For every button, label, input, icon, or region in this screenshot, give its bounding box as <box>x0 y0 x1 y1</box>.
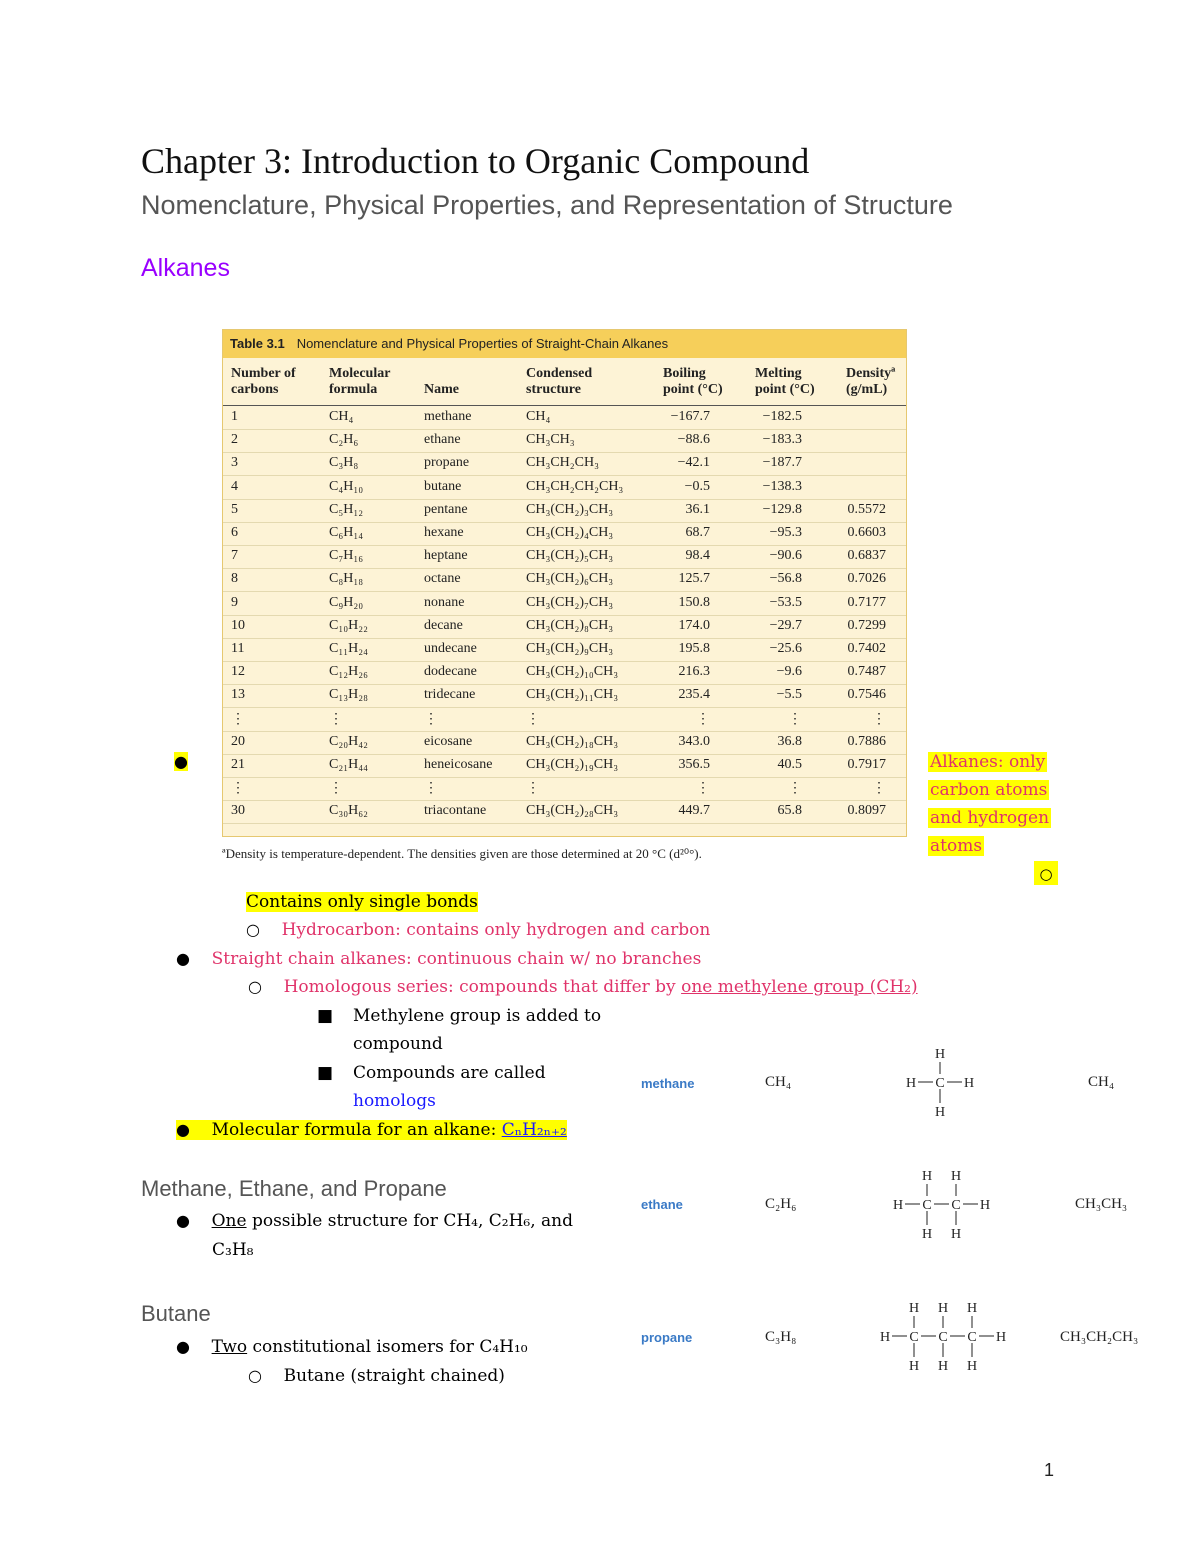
hydrogen-atom: H <box>979 1198 991 1213</box>
header-formula: Molecular formula <box>329 366 391 397</box>
section-heading-alkanes: Alkanes <box>141 254 230 282</box>
hydrogen-atom: H <box>937 1359 949 1374</box>
hydrogen-atom: H <box>950 1227 962 1242</box>
figure-name-methane: methane <box>641 1076 695 1091</box>
table-cell-density: 0.7299 <box>847 617 886 633</box>
figure-condensed-methane: CH₄ <box>1088 1074 1115 1090</box>
table-cell-bp: 174.0 <box>678 617 710 633</box>
bullet-marker: ● <box>174 752 188 771</box>
table-cell-condensed: CH₃(CH₂)₁₁CH₃ <box>526 687 619 703</box>
table-cell-mp: 40.5 <box>777 757 802 772</box>
table-cell-n: 2 <box>231 432 238 448</box>
table-cell-n: 5 <box>231 501 238 517</box>
table-row <box>223 800 906 824</box>
header-name: Name <box>424 382 459 397</box>
table-cell-name: ⋮ <box>424 711 438 727</box>
table-cell-n: 6 <box>231 525 238 540</box>
table-row <box>223 522 906 546</box>
table-cell-bp: 98.4 <box>685 548 710 564</box>
table-cell-bp: ⋮ <box>696 781 710 797</box>
table-row <box>223 499 906 523</box>
table-cell-condensed: ⋮ <box>526 781 540 797</box>
table-row <box>223 615 906 639</box>
hydrogen-atom: H <box>934 1047 946 1062</box>
list-item-butane-straight: ○ Butane (straight chained) <box>248 1366 505 1386</box>
table-cell-condensed: CH₃(CH₂)₄CH₃ <box>526 525 614 540</box>
carbon-atom: C <box>967 1330 977 1345</box>
table-cell-formula: C₃H₈ <box>329 455 359 471</box>
table-cell-name: dodecane <box>424 664 477 680</box>
table-cell-formula: ⋮ <box>329 781 343 797</box>
table-cell-density: ⋮ <box>872 711 886 727</box>
table-row <box>223 429 906 453</box>
hydrogen-atom: H <box>921 1169 933 1184</box>
table-cell-formula: C₁₃H₂₈ <box>329 687 368 703</box>
table-row <box>223 661 906 685</box>
table-cell-density: 0.7177 <box>847 594 886 610</box>
table-cell-density: 0.7487 <box>847 664 886 680</box>
page-subtitle: Nomenclature, Physical Properties, and Representation of Structure <box>141 190 953 220</box>
figure-formula-methane: CH₄ <box>765 1074 792 1090</box>
header-carbons: Number of carbons <box>231 366 296 397</box>
alkane-properties-table <box>222 329 907 837</box>
table-cell-bp: 449.7 <box>678 803 710 819</box>
table-cell-name: decane <box>424 617 463 633</box>
table-cell-bp: 125.7 <box>678 571 710 587</box>
table-cell-mp: −9.6 <box>776 664 802 680</box>
table-caption-bar <box>223 330 906 358</box>
table-cell-density: 0.6837 <box>847 548 886 564</box>
table-row <box>223 684 906 708</box>
list-item-methylene: ■ <box>317 1006 334 1026</box>
table-cell-formula: C₁₀H₂₂ <box>329 617 368 633</box>
table-cell-condensed: CH₃(CH₂)₉CH₃ <box>526 641 614 656</box>
table-cell-name: hexane <box>424 525 464 540</box>
table-cell-condensed: CH₃(CH₂)₃CH₃ <box>526 501 614 517</box>
table-cell-bp: 195.8 <box>678 641 710 656</box>
table-cell-mp: −129.8 <box>762 501 802 517</box>
carbon-atom: C <box>935 1076 945 1091</box>
side-note-bullet: ○ <box>1034 861 1058 885</box>
table-cell-mp: −138.3 <box>762 478 802 494</box>
list-item-one-structure-cont: C₃H₈ <box>212 1240 254 1260</box>
table-cell-n: 7 <box>231 548 238 564</box>
table-cell-condensed: CH₃CH₂CH₃ <box>526 455 599 471</box>
table-cell-formula: CH₄ <box>329 409 354 424</box>
table-row <box>223 777 906 801</box>
table-cell-n: 20 <box>231 733 245 749</box>
table-cell-mp: ⋮ <box>788 711 802 727</box>
table-cell-formula: C₁₁H₂₄ <box>329 641 368 656</box>
hydrogen-atom: H <box>908 1301 920 1316</box>
table-cell-n: ⋮ <box>231 711 245 727</box>
carbon-atom: C <box>909 1330 919 1345</box>
table-cell-name: undecane <box>424 641 477 656</box>
page-number: 1 <box>1044 1460 1055 1480</box>
table-cell-condensed: CH₃(CH₂)₁₀CH₃ <box>526 664 619 680</box>
table-row <box>223 754 906 778</box>
figure-condensed-propane: CH₃CH₂CH₃ <box>1060 1329 1139 1345</box>
table-cell-name: eicosane <box>424 733 473 749</box>
table-cell-mp: 36.8 <box>777 733 802 749</box>
table-cell-formula: C₁₂H₂₆ <box>329 664 368 680</box>
table-cell-name: butane <box>424 478 462 494</box>
table-cell-bp: ⋮ <box>696 711 710 727</box>
table-cell-density: 0.7917 <box>847 757 886 772</box>
table-cell-mp: −95.3 <box>769 525 802 540</box>
table-cell-n: 9 <box>231 594 238 610</box>
table-cell-density: 0.6603 <box>847 525 886 540</box>
table-cell-n: 30 <box>231 803 245 819</box>
table-cell-name: methane <box>424 409 472 424</box>
side-note: Alkanes: only carbon atoms and hydrogen atoms <box>930 752 1050 856</box>
table-cell-n: 3 <box>231 455 238 471</box>
table-cell-condensed: CH₃(CH₂)₇CH₃ <box>526 594 614 610</box>
table-row <box>223 545 906 569</box>
table-cell-formula: C₃₀H₆₂ <box>329 803 368 819</box>
table-cell-condensed: CH₃(CH₂)₂₈CH₃ <box>526 803 619 819</box>
table-cell-name: octane <box>424 571 461 587</box>
table-cell-mp: −53.5 <box>769 594 802 610</box>
table-cell-bp: 343.0 <box>678 733 710 749</box>
hydrogen-atom: H <box>892 1198 904 1213</box>
table-cell-condensed: CH₃(CH₂)₁₉CH₃ <box>526 757 619 772</box>
table-cell-density: 0.7026 <box>847 571 886 587</box>
header-melting-point: Melting point (°C) <box>755 366 815 397</box>
table-cell-bp: 356.5 <box>678 757 710 772</box>
list-item-straight-chain: ● Straight chain alkanes: continuous chain w/ no branches <box>176 949 702 969</box>
figure-condensed-ethane: CH₃CH₃ <box>1075 1196 1128 1212</box>
table-cell-n: 4 <box>231 478 238 494</box>
table-cell-n: 11 <box>231 641 245 656</box>
table-cell-mp: −25.6 <box>769 641 802 656</box>
table-cell-formula: C₂₀H₄₂ <box>329 733 368 749</box>
table-cell-mp: −5.5 <box>776 687 802 703</box>
table-cell-condensed: CH₃CH₂CH₂CH₃ <box>526 478 624 494</box>
table-cell-name: nonane <box>424 594 465 610</box>
table-cell-name: triacontane <box>424 803 487 819</box>
table-label: Table 3.1 <box>230 336 285 351</box>
table-cell-formula: C₂H₆ <box>329 432 359 448</box>
table-cell-n: 1 <box>231 409 238 424</box>
table-cell-name: ethane <box>424 432 461 448</box>
table-cell-bp: 68.7 <box>685 525 710 540</box>
figure-name-ethane: ethane <box>641 1197 683 1212</box>
hydrogen-atom: H <box>950 1169 962 1184</box>
table-row <box>223 638 906 662</box>
table-cell-bp: 235.4 <box>678 687 710 703</box>
carbon-atom: C <box>938 1330 948 1345</box>
table-cell-formula: C₇H₁₆ <box>329 548 364 564</box>
table-cell-name: heneicosane <box>424 757 493 772</box>
table-row <box>223 568 906 592</box>
section-heading-butane: Butane <box>141 1301 211 1326</box>
carbon-atom: C <box>922 1198 932 1213</box>
table-row <box>223 476 906 500</box>
table-row <box>223 592 906 616</box>
table-cell-bp: 36.1 <box>685 501 710 517</box>
table-row <box>223 708 906 732</box>
list-item-hydrocarbon: ○ Hydrocarbon: contains only hydrogen and carbon <box>246 920 711 940</box>
list-item-molecular-formula: ● Molecular formula for an alkane: CₙH₂ₙ₊₂ <box>176 1120 567 1140</box>
header-boiling-point: Boiling point (°C) <box>663 366 723 397</box>
table-cell-formula: C₈H₁₈ <box>329 571 364 587</box>
hydrogen-atom: H <box>937 1301 949 1316</box>
list-item-one-structure: ● One possible structure for CH₄, C₂H₆, and <box>176 1211 574 1231</box>
table-cell-n: 8 <box>231 571 238 587</box>
table-cell-formula: C₉H₂₀ <box>329 594 364 610</box>
list-item-homologs: ■ <box>317 1063 334 1083</box>
page-title: Chapter 3: Introduction to Organic Compound <box>141 141 810 181</box>
table-cell-bp: −42.1 <box>677 455 710 471</box>
hydrogen-atom: H <box>905 1076 917 1091</box>
table-cell-name: heptane <box>424 548 468 564</box>
table-cell-n: 12 <box>231 664 245 680</box>
figure-name-propane: propane <box>641 1330 693 1345</box>
table-cell-density: 0.5572 <box>847 501 886 517</box>
header-density: Densityª (g/mL) <box>846 366 896 397</box>
table-cell-density: 0.7886 <box>847 733 886 749</box>
table-cell-density: 0.7546 <box>847 687 886 703</box>
table-cell-name: ⋮ <box>424 781 438 797</box>
table-cell-bp: 150.8 <box>678 594 710 610</box>
hydrogen-atom: H <box>879 1330 891 1345</box>
table-cell-mp: ⋮ <box>788 781 802 797</box>
list-item-single-bonds: Contains only single bonds <box>246 892 478 912</box>
table-cell-mp: −56.8 <box>769 571 802 587</box>
table-cell-mp: 65.8 <box>777 803 802 819</box>
hydrogen-atom: H <box>963 1076 975 1091</box>
table-cell-name: pentane <box>424 501 468 517</box>
table-cell-condensed: CH₃(CH₂)₈CH₃ <box>526 617 614 633</box>
table-cell-condensed: CH₃(CH₂)₅CH₃ <box>526 548 614 564</box>
table-cell-bp: −0.5 <box>684 478 710 494</box>
table-cell-name: propane <box>424 455 470 471</box>
table-cell-formula: C₂₁H₄₄ <box>329 757 368 772</box>
table-cell-bp: 216.3 <box>678 664 710 680</box>
table-cell-formula: C₅H₁₂ <box>329 501 364 517</box>
table-cell-mp: −29.7 <box>769 617 802 633</box>
table-cell-formula: ⋮ <box>329 711 343 727</box>
table-cell-formula: C₆H₁₄ <box>329 525 364 540</box>
list-item-homologs-text: Compounds are called homologs <box>353 1063 546 1111</box>
table-cell-bp: −167.7 <box>670 409 710 424</box>
table-cell-density: 0.8097 <box>847 803 886 819</box>
hydrogen-atom: H <box>995 1330 1007 1345</box>
table-cell-mp: −90.6 <box>769 548 802 564</box>
table-cell-mp: −187.7 <box>762 455 802 471</box>
table-cell-condensed: CH₃(CH₂)₆CH₃ <box>526 571 614 587</box>
table-cell-n: 21 <box>231 757 245 772</box>
hydrogen-atom: H <box>921 1227 933 1242</box>
hydrogen-atom: H <box>934 1105 946 1120</box>
table-cell-n: 10 <box>231 617 245 633</box>
table-cell-mp: −183.3 <box>762 432 802 448</box>
section-heading-methane-ethane-propane: Methane, Ethane, and Propane <box>141 1176 447 1201</box>
carbon-atom: C <box>951 1198 961 1213</box>
header-condensed: Condensed structure <box>526 366 593 397</box>
table-footnote: ªDensity is temperature-dependent. The densities given are those determined at 20 °C (d²⁰°). <box>222 846 702 861</box>
table-caption: Nomenclature and Physical Properties of Straight-Chain Alkanes <box>296 336 669 351</box>
table-cell-name: tridecane <box>424 687 476 703</box>
table-cell-n: ⋮ <box>231 781 245 797</box>
figure-formula-propane: C₃H₈ <box>765 1329 797 1345</box>
list-item-methylene-text: Methylene group is added to compound <box>353 1006 602 1054</box>
hydrogen-atom: H <box>966 1301 978 1316</box>
table-cell-density: ⋮ <box>872 781 886 797</box>
table-cell-condensed: ⋮ <box>526 711 540 727</box>
table-cell-mp: −182.5 <box>762 409 802 424</box>
list-item-homologous: ○ Homologous series: compounds that differ by one methylene group (CH₂) <box>248 977 918 997</box>
table-cell-condensed: CH₄ <box>526 409 551 424</box>
hydrogen-atom: H <box>908 1359 920 1374</box>
figure-formula-ethane: C₂H₆ <box>765 1196 797 1212</box>
table-cell-bp: −88.6 <box>677 432 710 448</box>
table-cell-n: 13 <box>231 687 245 703</box>
table-row <box>223 406 906 430</box>
hydrogen-atom: H <box>966 1359 978 1374</box>
table-cell-density: 0.7402 <box>847 641 886 656</box>
table-cell-condensed: CH₃(CH₂)₁₈CH₃ <box>526 733 619 749</box>
table-cell-condensed: CH₃CH₃ <box>526 432 575 448</box>
list-item-two-isomers: ● Two constitutional isomers for C₄H₁₀ <box>176 1337 528 1357</box>
table-row <box>223 731 906 755</box>
table-row <box>223 452 906 476</box>
table-cell-formula: C₄H₁₀ <box>329 478 364 494</box>
